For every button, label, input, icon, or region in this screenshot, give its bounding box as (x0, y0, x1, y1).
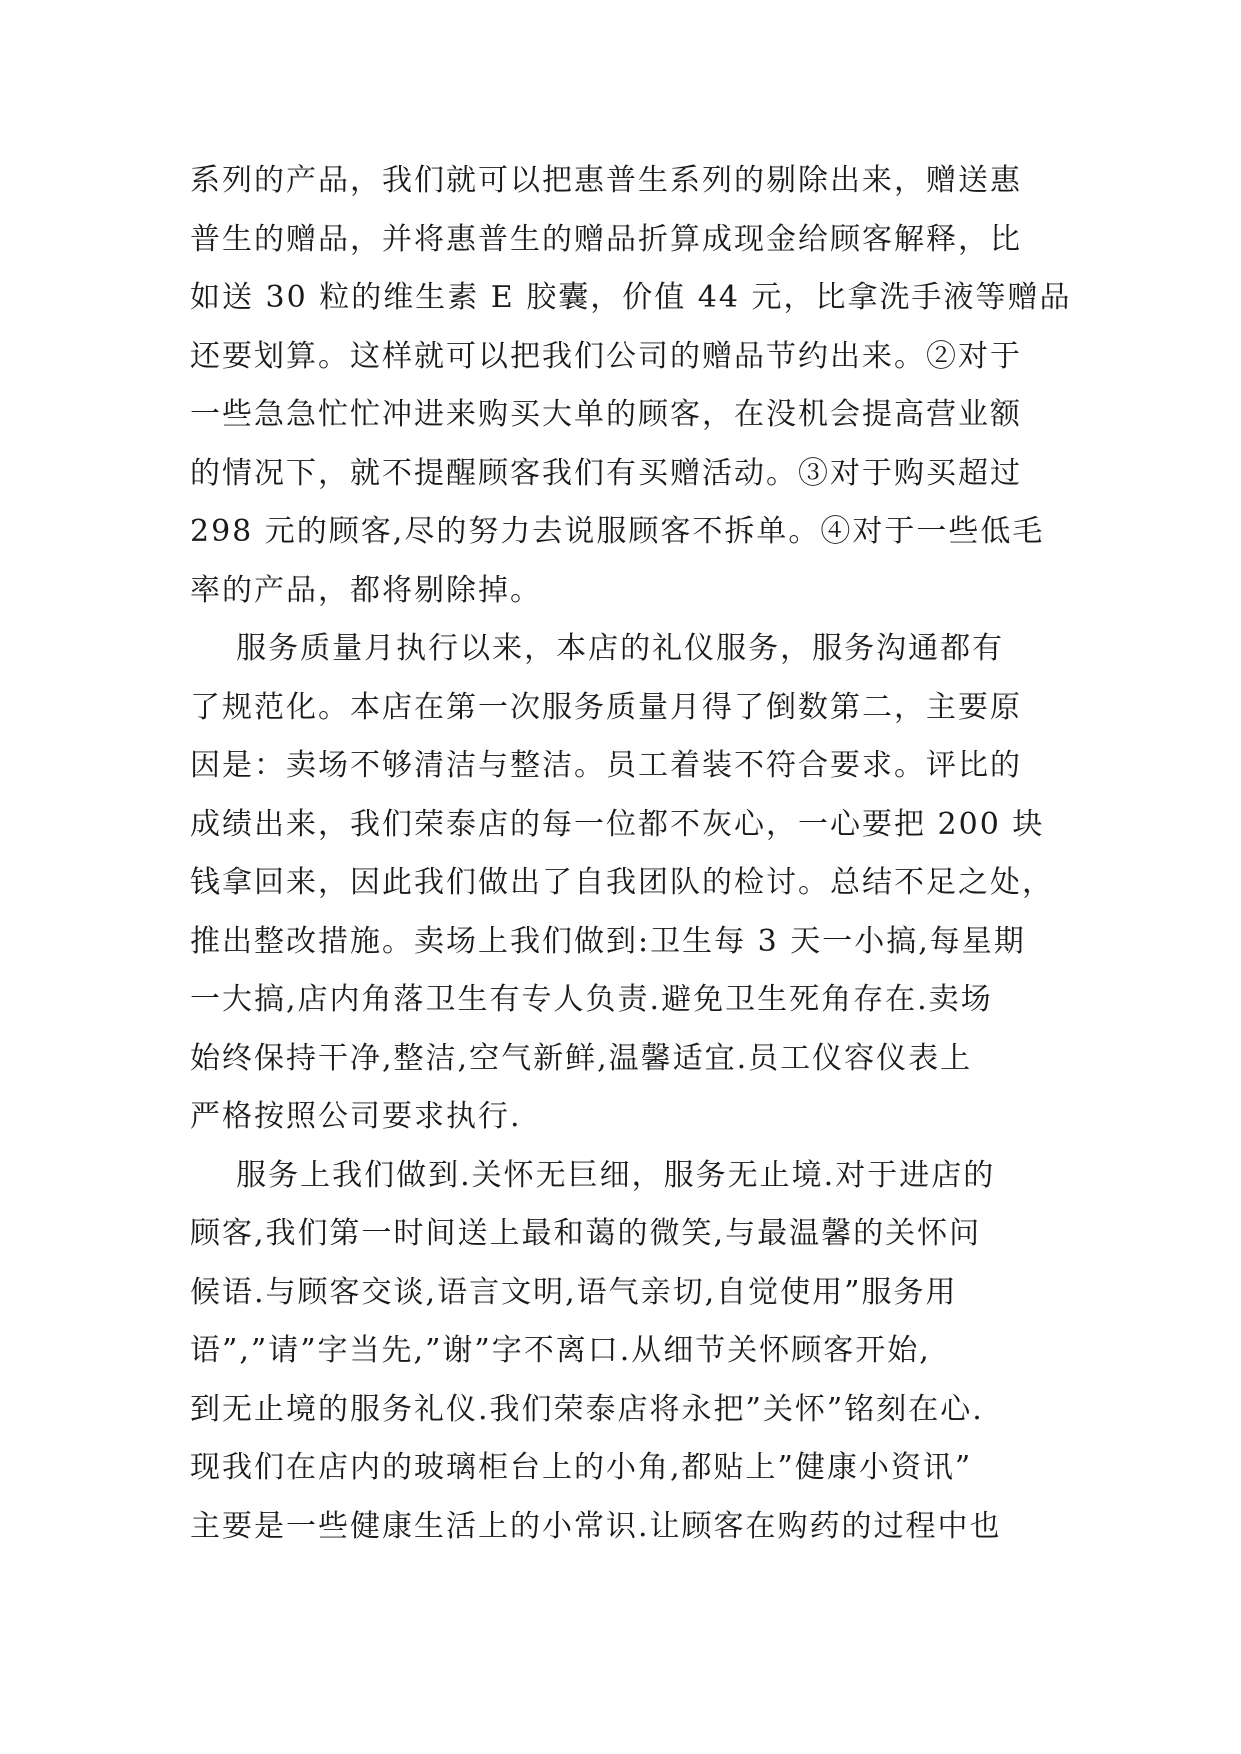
text-line: 298 元的顾客,尽的努力去说服顾客不拆单。④对于一些低毛 (190, 514, 1045, 549)
text-line: 普生的赠品，并将惠普生的赠品折算成现金给顾客解释，比 (190, 221, 1022, 257)
text-line: 服务上我们做到.关怀无巨细，服务无止境.对于进店的 (190, 1157, 996, 1193)
text-line: 的情况下，就不提醒顾客我们有买赠活动。③对于购买超过 (190, 455, 1022, 491)
text-line: 钱拿回来，因此我们做出了自我团队的检讨。总结不足之处， (190, 865, 1054, 900)
text-line: 服务质量月执行以来，本店的礼仪服务，服务沟通都有 (190, 631, 1005, 666)
paragraph-customer-care (190, 1147, 1052, 1557)
text-line: 主要是一些健康生活上的小常识.让顾客在购药的过程中也 (190, 1508, 1002, 1544)
text-line: 如送 30 粒的维生素 E 胶囊，价值 44 元，比拿洗手液等赠品 (190, 280, 1072, 315)
text-line: 还要划算。这样就可以把我们公司的赠品节约出来。②对于 (190, 338, 1022, 374)
text-line: 候语.与顾客交谈,语言文明,语气亲切,自觉使用”服务用 (190, 1274, 958, 1310)
text-line: 率的产品，都将剔除掉。 (190, 572, 542, 608)
text-line: 成绩出来，我们荣泰店的每一位都不灰心，一心要把 200 块 (190, 806, 1045, 842)
text-line: 顾客,我们第一时间送上最和蔼的微笑,与最温馨的关怀问 (190, 1216, 982, 1251)
text-line: 了规范化。本店在第一次服务质量月得了倒数第二，主要原 (190, 689, 1022, 725)
text-line: 始终保持干净,整洁,空气新鲜,温馨适宜.员工仪容仪表上 (190, 1040, 973, 1076)
paragraph-service-quality-month (190, 620, 1052, 1147)
text-line: 因是：卖场不够清洁与整洁。员工着装不符合要求。评比的 (190, 748, 1022, 783)
text-line: 到无止境的服务礼仪.我们荣泰店将永把”关怀”铭刻在心. (190, 1391, 984, 1427)
paragraph-gift-strategy (190, 152, 1072, 620)
text-line: 推出整改措施。卖场上我们做到:卫生每 3 天一小搞,每星期 (190, 923, 1026, 959)
text-line: 一大搞,店内角落卫生有专人负责.避免卫生死角存在.卖场 (190, 982, 993, 1017)
text-line: 语”,”请”字当先,”谢”字不离口.从细节关怀顾客开始, (190, 1333, 931, 1368)
document-body (190, 152, 1072, 1556)
text-line: 严格按照公司要求执行. (190, 1099, 522, 1134)
text-line: 现我们在店内的玻璃柜台上的小角,都贴上”健康小资讯” (190, 1450, 973, 1485)
text-line: 系列的产品，我们就可以把惠普生系列的剔除出来，赠送惠 (190, 163, 1022, 198)
text-line: 一些急急忙忙冲进来购买大单的顾客，在没机会提高营业额 (190, 397, 1022, 432)
